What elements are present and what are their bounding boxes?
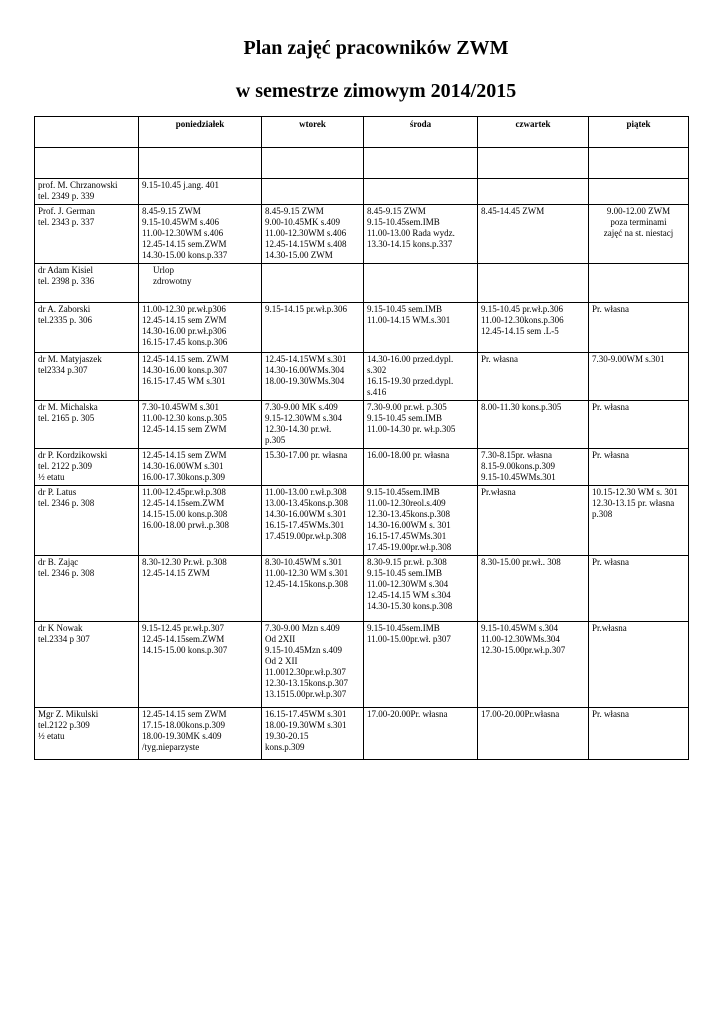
employee-info-line: ½ etatu: [38, 731, 65, 741]
employee-info-line: dr A. Zaborski: [38, 304, 91, 314]
schedule-cell: [262, 264, 364, 303]
schedule-entry: 12.45-14.15sem.ZWM: [142, 634, 225, 644]
schedule-entry: 9.15-12.45 pr.wł.p.307: [142, 623, 224, 633]
schedule-cell: [478, 556, 589, 622]
employee-info-line: dr P. Latus: [38, 487, 77, 497]
schedule-entry: 16.15-17.45WM s.301: [265, 709, 347, 719]
schedule-entry: 12.45-14.15 WM s.304: [367, 590, 451, 600]
schedule-cell: [478, 264, 589, 303]
schedule-cell: [139, 708, 262, 760]
schedule-entry: 7.30-10.45WM s.301: [142, 402, 219, 412]
schedule-cell: [139, 556, 262, 622]
schedule-cell: [262, 486, 364, 556]
schedule-cell: [262, 708, 364, 760]
employee-info-line: dr M. Matyjaszek: [38, 354, 102, 364]
schedule-entry: Pr. własna: [592, 402, 629, 412]
schedule-entry: /tyg.nieparzyste: [142, 742, 200, 752]
schedule-entry: Od 2XII: [265, 634, 296, 644]
schedule-entry: 14.15-15.00 kons.p.307: [142, 645, 228, 655]
employee-info-line: dr Adam Kisiel: [38, 265, 93, 275]
document-title: Plan zajęć pracowników ZWM: [243, 37, 509, 59]
schedule-cell: [478, 622, 589, 708]
schedule-entry: Od 2 XII: [265, 656, 298, 666]
schedule-entry: 9.15-12.30WM s.304: [265, 413, 342, 423]
schedule-cell: [478, 708, 589, 760]
schedule-cell: [364, 264, 478, 303]
schedule-entry: Urlop: [153, 265, 174, 275]
schedule-entry: p.305: [265, 435, 286, 445]
schedule-entry: 18.00-19.30WMs.304: [265, 376, 345, 386]
schedule-entry: kons.p.309: [265, 742, 305, 752]
schedule-entry: 13.00-13.45kons.p.308: [265, 498, 348, 508]
schedule-entry: 11.00-12.30WM s.304: [367, 579, 449, 589]
schedule-entry: 14.30-15.30 kons.p.308: [367, 601, 453, 611]
schedule-entry: 12.45-14.15 sem ZWM: [142, 450, 227, 460]
header-day: środa: [364, 117, 478, 148]
schedule-entry: 11.00-13.00 r.wł.p.308: [265, 487, 347, 497]
schedule-cell: [262, 556, 364, 622]
schedule-entry: 14.30-16.00 kons.p.307: [142, 365, 228, 375]
employee-info-line: prof. M. Chrzanowski: [38, 180, 118, 190]
schedule-entry: 9.15-10.45 pr.wł.p.306: [481, 304, 563, 314]
schedule-entry: 9.15-10.45sem.IMB: [367, 623, 440, 633]
employee-cell: [35, 179, 139, 205]
schedule-entry: 9.15-10.45WM s.304: [481, 623, 558, 633]
schedule-cell: [139, 303, 262, 353]
schedule-entry: 13.30-14.15 kons.p.337: [367, 239, 453, 249]
schedule-entry: 7.30-9.00WM s.301: [592, 354, 665, 364]
schedule-entry: 11.00-12.30 kons.p.305: [142, 413, 227, 423]
schedule-entry: 8.00-11.30 kons.p.305: [481, 402, 562, 412]
schedule-cell: [139, 264, 262, 303]
schedule-entry: 12.45-14.15WM s.301: [265, 354, 347, 364]
schedule-entry: Pr. własna: [481, 354, 518, 364]
schedule-entry: Pr.własna: [481, 487, 516, 497]
schedule-entry: 9.15-10.45 j.ang. 401: [142, 180, 219, 190]
schedule-cell: [262, 179, 364, 205]
header-row: [35, 117, 689, 148]
schedule-entry: 12.45-14.15WM s.408: [265, 239, 347, 249]
employee-cell: [35, 708, 139, 760]
header-day: poniedziałek: [139, 117, 262, 148]
employee-cell: [35, 401, 139, 449]
schedule-cell: [589, 353, 689, 401]
schedule-cell: [478, 401, 589, 449]
schedule-entry: 8.30-10.45WM s.301: [265, 557, 342, 567]
table-row: [35, 708, 689, 760]
schedule-entry: 11.00-15.00pr.wł. p307: [367, 634, 451, 644]
schedule-cell: [262, 449, 364, 486]
employee-cell: [35, 486, 139, 556]
schedule-entry: 14.30-16.00 pr.wł.p306: [142, 326, 227, 336]
schedule-entry: 9.15-14.15 pr.wł.p.306: [265, 304, 347, 314]
schedule-entry: 11.00-12.45pr.wł.p.308: [142, 487, 226, 497]
schedule-entry: poza terminami: [610, 217, 667, 227]
schedule-entry: 17.00-20.00Pr. własna: [367, 709, 448, 719]
schedule-entry: 8.30-12.30 Pr.wł. p.308: [142, 557, 227, 567]
schedule-cell: [478, 353, 589, 401]
schedule-cell: [478, 303, 589, 353]
employee-info-line: tel. 2398 p. 336: [38, 276, 95, 286]
schedule-entry: 8.45-9.15 ZWM: [367, 206, 426, 216]
schedule-cell: [364, 179, 478, 205]
schedule-entry: 17.4519.00pr.wł.p.308: [265, 531, 347, 541]
schedule-cell: [139, 622, 262, 708]
schedule-cell: [589, 708, 689, 760]
schedule-entry: 11.0012.30pr.wł.p.307: [265, 667, 346, 677]
table-row: [35, 401, 689, 449]
employee-info-line: tel. 2346 p. 308: [38, 568, 95, 578]
header-day: wtorek: [262, 117, 364, 148]
schedule-entry: 19.30-20.15: [265, 731, 309, 741]
schedule-cell: [364, 486, 478, 556]
schedule-entry: Pr.własna: [592, 623, 627, 633]
table-row: [35, 303, 689, 353]
schedule-entry: 9.15-10.45sem.IMB: [367, 217, 440, 227]
schedule-cell: [262, 401, 364, 449]
document-subtitle: w semestrze zimowym 2014/2015: [235, 80, 517, 102]
schedule-entry: 14.30-16.00WM s. 301: [367, 520, 451, 530]
schedule-entry: s.302: [367, 365, 387, 375]
header-separator: [35, 148, 689, 179]
schedule-entry: 12.45-14.15 sem ZWM: [142, 709, 227, 719]
schedule-cell: [364, 449, 478, 486]
table-row: [35, 264, 689, 303]
employee-cell: [35, 353, 139, 401]
employee-info-line: tel.2335 p. 306: [38, 315, 92, 325]
schedule-entry: 14.30-16.00WM s.301: [265, 509, 347, 519]
schedule-entry: 14.15-15.00 kons.p.308: [142, 509, 228, 519]
schedule-entry: s.416: [367, 387, 387, 397]
schedule-body: [35, 179, 689, 760]
schedule-cell: [364, 708, 478, 760]
schedule-entry: 18.00-19.30MK s.409: [142, 731, 222, 741]
schedule-entry: 14.30-16.00 przed.dypl.: [367, 354, 454, 364]
schedule-cell: [478, 449, 589, 486]
employee-cell: [35, 205, 139, 264]
table-row: [35, 449, 689, 486]
schedule-cell: [262, 353, 364, 401]
employee-info-line: Mgr Z. Mikulski: [38, 709, 99, 719]
schedule-cell: [364, 401, 478, 449]
table-row: [35, 353, 689, 401]
schedule-entry: 12.30-13.15kons.p.307: [265, 678, 348, 688]
schedule-cell: [589, 556, 689, 622]
schedule-cell: [364, 556, 478, 622]
schedule-entry: 7.30-9.00 MK s.409: [265, 402, 338, 412]
schedule-cell: [478, 179, 589, 205]
schedule-entry: 16.15-17.45 kons.p.306: [142, 337, 228, 347]
employee-info-line: tel2334 p.307: [38, 365, 88, 375]
schedule-entry: 9.15-10.45Mzn s.409: [265, 645, 342, 655]
schedule-entry: 12.45-14.15kons.p.308: [265, 579, 348, 589]
schedule-entry: 18.00-19.30WM s.301: [265, 720, 347, 730]
schedule-cell: [589, 303, 689, 353]
schedule-entry: 8.45-9.15 ZWM: [265, 206, 324, 216]
schedule-entry: 11.00-14.15 WM.s.301: [367, 315, 451, 325]
schedule-entry: 9.15-10.45 sem.IMB: [367, 304, 442, 314]
employee-info-line: tel. 2349 p. 339: [38, 191, 95, 201]
employee-cell: [35, 264, 139, 303]
schedule-entry: 14.30-15.00 kons.p.337: [142, 250, 228, 260]
schedule-table: [34, 116, 689, 760]
schedule-cell: [589, 622, 689, 708]
schedule-cell: [139, 353, 262, 401]
schedule-cell: [589, 401, 689, 449]
employee-info-line: dr K Nowak: [38, 623, 83, 633]
schedule-cell: [589, 449, 689, 486]
employee-info-line: tel.2334 p 307: [38, 634, 90, 644]
schedule-cell: [139, 401, 262, 449]
schedule-entry: 16.00-18.00 prwł..p.308: [142, 520, 229, 530]
schedule-entry: zdrowotny: [153, 276, 192, 286]
schedule-entry: 12.45-14.15 sem ZWM: [142, 315, 227, 325]
employee-info-line: tel. 2165 p. 305: [38, 413, 95, 423]
schedule-entry: 8.30-9.15 pr.wł. p.308: [367, 557, 447, 567]
employee-info-line: tel.2122 p.309: [38, 720, 90, 730]
schedule-entry: 12.45-14.15 sem.ZWM: [142, 239, 227, 249]
table-row: [35, 205, 689, 264]
employee-info-line: tel. 2122 p.309: [38, 461, 92, 471]
schedule-cell: [589, 179, 689, 205]
schedule-entry: 12.45-14.15 ZWM: [142, 568, 210, 578]
header-day: czwartek: [478, 117, 589, 148]
employee-info-line: tel. 2346 p. 308: [38, 498, 95, 508]
employee-cell: [35, 449, 139, 486]
schedule-entry: 11.00-13.00 Rada wydz.: [367, 228, 455, 238]
schedule-entry: 16.15-17.45 WM s.301: [142, 376, 226, 386]
schedule-entry: 7.30-8.15pr. własna: [481, 450, 552, 460]
schedule-entry: zajęć na st. niestacj: [603, 228, 674, 238]
schedule-entry: 9.15-10.45WM s.406: [142, 217, 219, 227]
schedule-entry: 13.1515.00pr.wł.p.307: [265, 689, 347, 699]
schedule-cell: [589, 486, 689, 556]
schedule-entry: 11.00-12.30 pr.wł.p306: [142, 304, 226, 314]
schedule-cell: [139, 486, 262, 556]
schedule-cell: [262, 622, 364, 708]
employee-info-line: Prof. J. German: [38, 206, 95, 216]
schedule-cell: [262, 303, 364, 353]
schedule-entry: Pr. własna: [592, 450, 629, 460]
schedule-entry: Pr. własna: [592, 709, 629, 719]
schedule-entry: 8.30-15.00 pr.wł.. 308: [481, 557, 561, 567]
schedule-entry: 14.30-16.00WM s.301: [142, 461, 224, 471]
schedule-entry: 17.45-19.00pr.wł.p.308: [367, 542, 452, 552]
employee-info-line: dr B. Zając: [38, 557, 79, 567]
schedule-entry: 16.15-17.45WMs.301: [367, 531, 447, 541]
schedule-entry: 15.30-17.00 pr. własna: [265, 450, 348, 460]
schedule-entry: 16.00-18.00 pr. własna: [367, 450, 450, 460]
schedule-entry: 7.30-9.00 Mzn s.409: [265, 623, 340, 633]
schedule-entry: 8.45-9.15 ZWM: [142, 206, 201, 216]
schedule-entry: 16.00-17.30kons.p.309: [142, 472, 225, 482]
schedule-entry: 8.45-14.45 ZWM: [481, 206, 545, 216]
schedule-entry: 17.00-20.00Pr.własna: [481, 709, 560, 719]
schedule-entry: 11.00-12.30WMs.304: [481, 634, 560, 644]
schedule-cell: [364, 303, 478, 353]
schedule-entry: 11.00-14.30 pr. wł.p.305: [367, 424, 456, 434]
schedule-entry: 12.45-14.15 sem ZWM: [142, 424, 227, 434]
schedule-cell: [262, 205, 364, 264]
schedule-entry: 12.45-14.15 sem .L-5: [481, 326, 559, 336]
schedule-entry: 12.30-14.30 pr.wł.: [265, 424, 332, 434]
schedule-entry: 9.00-10.45MK s.409: [265, 217, 341, 227]
schedule-cell: [589, 205, 689, 264]
table-row: [35, 556, 689, 622]
employee-info-line: ½ etatu: [38, 472, 65, 482]
schedule-entry: 9.00-12.00 ZWM: [606, 206, 671, 216]
schedule-entry: 16.15-17.45WMs.301: [265, 520, 345, 530]
schedule-cell: [364, 205, 478, 264]
schedule-entry: 9.15-10.45sem.IMB: [367, 487, 440, 497]
header-corner: [35, 117, 139, 148]
schedule-entry: Pr. własna: [592, 557, 629, 567]
table-row: [35, 179, 689, 205]
schedule-entry: 11.00-12.30 WM s.301: [265, 568, 349, 578]
schedule-entry: 10.15-12.30 WM s. 301: [592, 487, 678, 497]
schedule-entry: 9.15-10.45 sem.IMB: [367, 568, 442, 578]
schedule-cell: [139, 205, 262, 264]
employee-info-line: dr P. Kordzikowski: [38, 450, 108, 460]
schedule-entry: 11.00-12.30WM s.406: [265, 228, 347, 238]
employee-info-line: tel. 2343 p. 337: [38, 217, 95, 227]
header-day: piątek: [589, 117, 689, 148]
schedule-cell: [364, 353, 478, 401]
schedule-cell: [364, 622, 478, 708]
schedule-cell: [139, 179, 262, 205]
schedule-cell: [139, 449, 262, 486]
schedule-entry: 16.15-19.30 przed.dypl.: [367, 376, 454, 386]
schedule-entry: 12.30-13.15 pr. własna: [592, 498, 675, 508]
schedule-entry: 8.15-9.00kons.p.309: [481, 461, 555, 471]
schedule-entry: 9.15-10.45WMs.301: [481, 472, 556, 482]
schedule-cell: [478, 205, 589, 264]
schedule-cell: [478, 486, 589, 556]
schedule-entry: 17.15-18.00kons.p.309: [142, 720, 225, 730]
schedule-entry: 14.30-16.00WMs.304: [265, 365, 345, 375]
schedule-entry: 14.30-15.00 ZWM: [265, 250, 333, 260]
schedule-entry: 12.30-15.00pr.wł.p.307: [481, 645, 566, 655]
schedule-cell: [589, 264, 689, 303]
schedule-entry: 12.30-13.45kons.p.308: [367, 509, 450, 519]
table-row: [35, 486, 689, 556]
employee-cell: [35, 556, 139, 622]
schedule-entry: 11.00-12.30WM s.406: [142, 228, 224, 238]
table-row: [35, 622, 689, 708]
employee-cell: [35, 303, 139, 353]
employee-cell: [35, 622, 139, 708]
schedule-entry: 7.30-9.00 pr.wł. p.305: [367, 402, 447, 412]
employee-info-line: dr M. Michalska: [38, 402, 98, 412]
schedule-entry: 11.00-12.30kons.p.306: [481, 315, 564, 325]
schedule-entry: 12.45-14.15 sem. ZWM: [142, 354, 229, 364]
schedule-entry: p.308: [592, 509, 613, 519]
schedule-entry: 9.15-10.45 sem.IMB: [367, 413, 442, 423]
schedule-entry: Pr. własna: [592, 304, 629, 314]
schedule-entry: 11.00-12.30reol.s.409: [367, 498, 446, 508]
schedule-entry: 12.45-14.15sem.ZWM: [142, 498, 225, 508]
